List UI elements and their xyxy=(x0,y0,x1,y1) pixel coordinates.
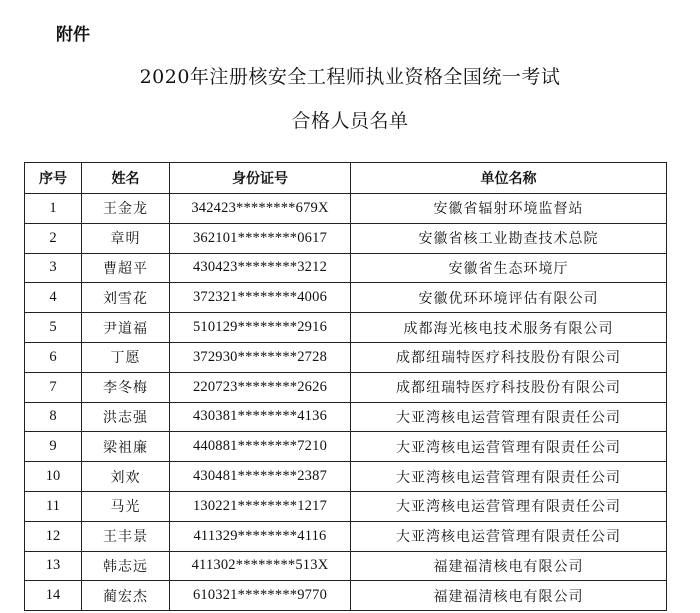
cell-serial: 10 xyxy=(25,462,82,492)
cell-organization: 福建福清核电有限公司 xyxy=(351,551,667,581)
cell-organization: 安徽优环环境评估有限公司 xyxy=(351,283,667,313)
cell-organization: 大亚湾核电运营管理有限责任公司 xyxy=(351,402,667,432)
cell-name: 曹超平 xyxy=(82,253,170,283)
cell-name: 李冬梅 xyxy=(82,372,170,402)
cell-name: 刘欢 xyxy=(82,462,170,492)
cell-serial: 2 xyxy=(25,223,82,253)
table-row xyxy=(25,342,667,372)
table-row xyxy=(25,283,667,313)
table-row xyxy=(25,194,667,224)
cell-organization: 大亚湾核电运营管理有限责任公司 xyxy=(351,491,667,521)
cell-name: 王丰景 xyxy=(82,521,170,551)
cell-serial: 6 xyxy=(25,342,82,372)
table-row xyxy=(25,313,667,343)
cell-organization: 安徽省生态环境厅 xyxy=(351,253,667,283)
cell-organization: 福建福清核电有限公司 xyxy=(351,581,667,611)
document-subtitle: 合格人员名单 xyxy=(291,110,409,132)
cell-id-number: 130221********1217 xyxy=(170,491,351,521)
cell-id-number: 430481********2387 xyxy=(170,462,351,492)
cell-name: 王金龙 xyxy=(82,194,170,224)
cell-organization: 安徽省核工业勘查技术总院 xyxy=(351,223,667,253)
table-row xyxy=(25,432,667,462)
cell-organization: 大亚湾核电运营管理有限责任公司 xyxy=(351,432,667,462)
cell-id-number: 510129********2916 xyxy=(170,313,351,343)
cell-id-number: 411302********513X xyxy=(170,551,351,581)
cell-organization: 安徽省辐射环境监督站 xyxy=(351,194,667,224)
cell-name: 韩志远 xyxy=(82,551,170,581)
column-header-name: 姓名 xyxy=(82,163,170,194)
column-header-serial: 序号 xyxy=(25,163,82,194)
cell-serial: 9 xyxy=(25,432,82,462)
table-row xyxy=(25,223,667,253)
cell-organization: 成都纽瑞特医疗科技股份有限公司 xyxy=(351,342,667,372)
cell-serial: 13 xyxy=(25,551,82,581)
table-row xyxy=(25,253,667,283)
cell-serial: 5 xyxy=(25,313,82,343)
cell-name: 梁祖廉 xyxy=(82,432,170,462)
cell-id-number: 610321********9770 xyxy=(170,581,351,611)
cell-id-number: 372321********4006 xyxy=(170,283,351,313)
cell-name: 蔺宏杰 xyxy=(82,581,170,611)
cell-id-number: 411329********4116 xyxy=(170,521,351,551)
cell-organization: 成都纽瑞特医疗科技股份有限公司 xyxy=(351,372,667,402)
cell-id-number: 440881********7210 xyxy=(170,432,351,462)
table-row xyxy=(25,372,667,402)
cell-organization: 成都海光核电技术服务有限公司 xyxy=(351,313,667,343)
cell-serial: 7 xyxy=(25,372,82,402)
cell-serial: 1 xyxy=(25,194,82,224)
cell-serial: 12 xyxy=(25,521,82,551)
table-header-row xyxy=(25,163,667,194)
cell-name: 章明 xyxy=(82,223,170,253)
cell-id-number: 430423********3212 xyxy=(170,253,351,283)
table-row xyxy=(25,402,667,432)
cell-name: 尹道福 xyxy=(82,313,170,343)
column-header-organization: 单位名称 xyxy=(351,163,667,194)
cell-organization: 大亚湾核电运营管理有限责任公司 xyxy=(351,521,667,551)
cell-id-number: 362101********0617 xyxy=(170,223,351,253)
cell-id-number: 372930********2728 xyxy=(170,342,351,372)
cell-serial: 14 xyxy=(25,581,82,611)
cell-name: 丁愿 xyxy=(82,342,170,372)
cell-name: 马光 xyxy=(82,491,170,521)
cell-name: 洪志强 xyxy=(82,402,170,432)
table-row xyxy=(25,521,667,551)
cell-organization: 大亚湾核电运营管理有限责任公司 xyxy=(351,462,667,492)
table-row xyxy=(25,491,667,521)
table-row xyxy=(25,551,667,581)
cell-id-number: 220723********2626 xyxy=(170,372,351,402)
column-header-id-number: 身份证号 xyxy=(170,163,351,194)
cell-serial: 11 xyxy=(25,491,82,521)
table-row xyxy=(25,581,667,611)
cell-serial: 8 xyxy=(25,402,82,432)
document-title: 2020年注册核安全工程师执业资格全国统一考试 xyxy=(139,66,561,88)
cell-name: 刘雪花 xyxy=(82,283,170,313)
attachment-label: 附件 xyxy=(56,25,90,45)
qualified-personnel-table xyxy=(24,162,667,611)
table-body xyxy=(25,194,667,611)
cell-id-number: 430381********4136 xyxy=(170,402,351,432)
cell-serial: 4 xyxy=(25,283,82,313)
cell-id-number: 342423********679X xyxy=(170,194,351,224)
cell-serial: 3 xyxy=(25,253,82,283)
table-row xyxy=(25,462,667,492)
